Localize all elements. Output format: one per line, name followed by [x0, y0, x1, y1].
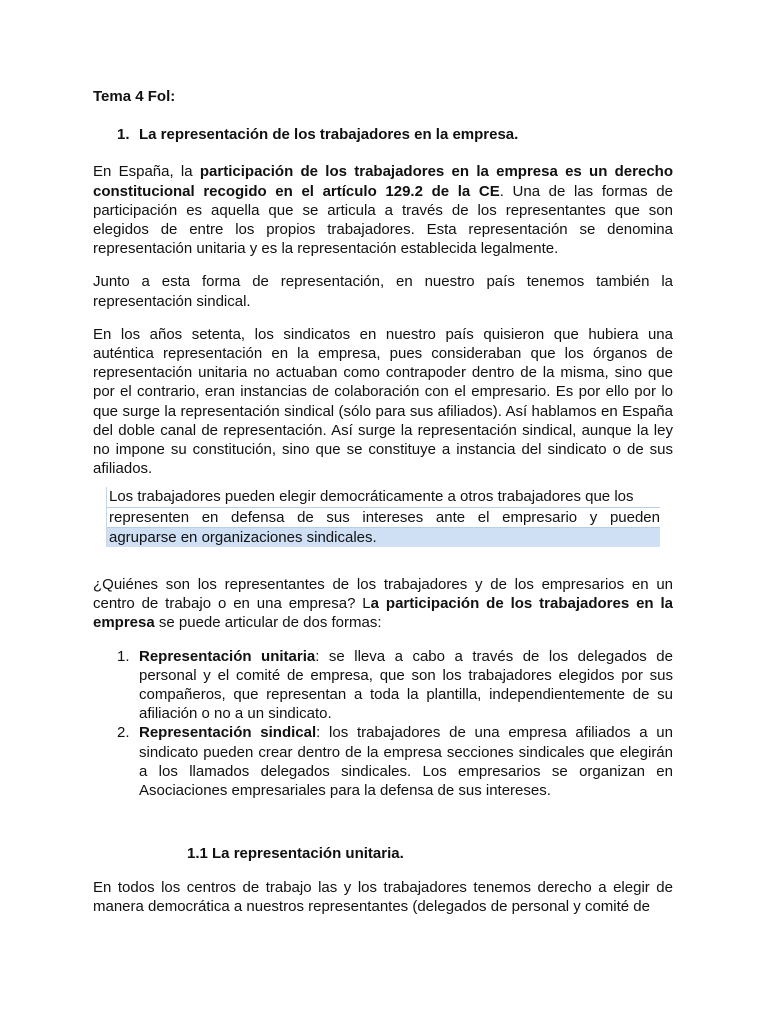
- document-body: [93, 87, 673, 916]
- document-title: Tema 4 Fol:: [93, 88, 176, 105]
- paragraph-text: ¿Quiénes son los representantes de los trabajadores y de los empresarios en un centro de trabajo o en una empresa? L: [93, 576, 673, 613]
- quote-line: Los trabajadores pueden elegir democráticamente a otros trabajadores que los: [107, 487, 660, 507]
- list-item: [93, 723, 673, 800]
- paragraph-constitutional-right: [93, 162, 673, 258]
- paragraph-seventies: En los años setenta, los sindicatos en nuestro país quisieron que hubiera una auténtica representación en la empresa, pues consideraban que los órganos de representación unitaria no actuaban como contrapoder dentro de la misma, sino que por el contrario, eran instancias de colaboración con el empresario. Es por ello por lo que surge la representación sindical (sólo para sus afiliados). Así hablamos en España del doble canal de representación. Así surge la representación sindical, aunque la ley no impone su constitución, sino que se constituye a instancia del sindicato o de sus afiliados.: [93, 325, 673, 478]
- subsection-heading: 1.1 La representación unitaria.: [187, 845, 404, 863]
- list-item: [93, 647, 673, 724]
- list-item-number: 2.: [117, 724, 130, 742]
- paragraph-union-representation: Junto a esta forma de representación, en nuestro país tenemos también la representación sindical.: [93, 273, 673, 310]
- paragraph-bold-text: a participación de los trabajadores en la empresa: [93, 595, 673, 632]
- paragraph-text: En España, la: [93, 163, 200, 181]
- paragraph-bold-text: participación de los trabajadores en la empresa es un derecho constitucional recogido en el artículo 129.2 de la CE: [93, 163, 673, 200]
- paragraph-unitary: En todos los centros de trabajo las y los trabajadores tenemos derecho a elegir de manera democrática a nuestros representantes (delegados de personal y comité de: [93, 878, 673, 915]
- highlighted-quote: [106, 487, 660, 547]
- section-title: La representación de los trabajadores en la empresa.: [139, 126, 519, 144]
- list-item-number: 1.: [117, 647, 130, 665]
- list-item-text: : los trabajadores de una empresa afiliados a un sindicato pueden crear dentro de la empresa secciones sindicales que elegirán a los llamados delegados sindicales. Los empresarios se organizan en Asociaciones empresariales para la defensa de sus intereses.: [139, 724, 673, 800]
- paragraph-question: [93, 575, 673, 633]
- list-item-term: Representación unitaria: [139, 647, 316, 665]
- section-heading: [117, 125, 673, 144]
- list-item-term: Representación sindical: [139, 724, 317, 742]
- quote-line: representen en defensa de sus intereses ante el empresario y pueden: [107, 508, 660, 528]
- section-number: 1.: [117, 126, 130, 144]
- paragraph-text: se puede articular de dos formas:: [154, 614, 382, 632]
- quote-line-highlighted: agruparse en organizaciones sindicales.: [107, 528, 660, 547]
- representation-forms-list: [93, 647, 673, 801]
- list-item-text: : se lleva a cabo a través de los delegados de personal y el comité de empresa, que son los trabajadores elegidos por sus compañeros, que representan a toda la plantilla, independientemente de su afiliación o no a un sindicato.: [139, 647, 673, 723]
- paragraph-text: . Una de las formas de participación es aquella que se articula a través de los representantes que son elegidos de entre los propios trabajadores. Esta representación se denomina representación unitaria y es la representación establecida legalmente.: [93, 182, 673, 258]
